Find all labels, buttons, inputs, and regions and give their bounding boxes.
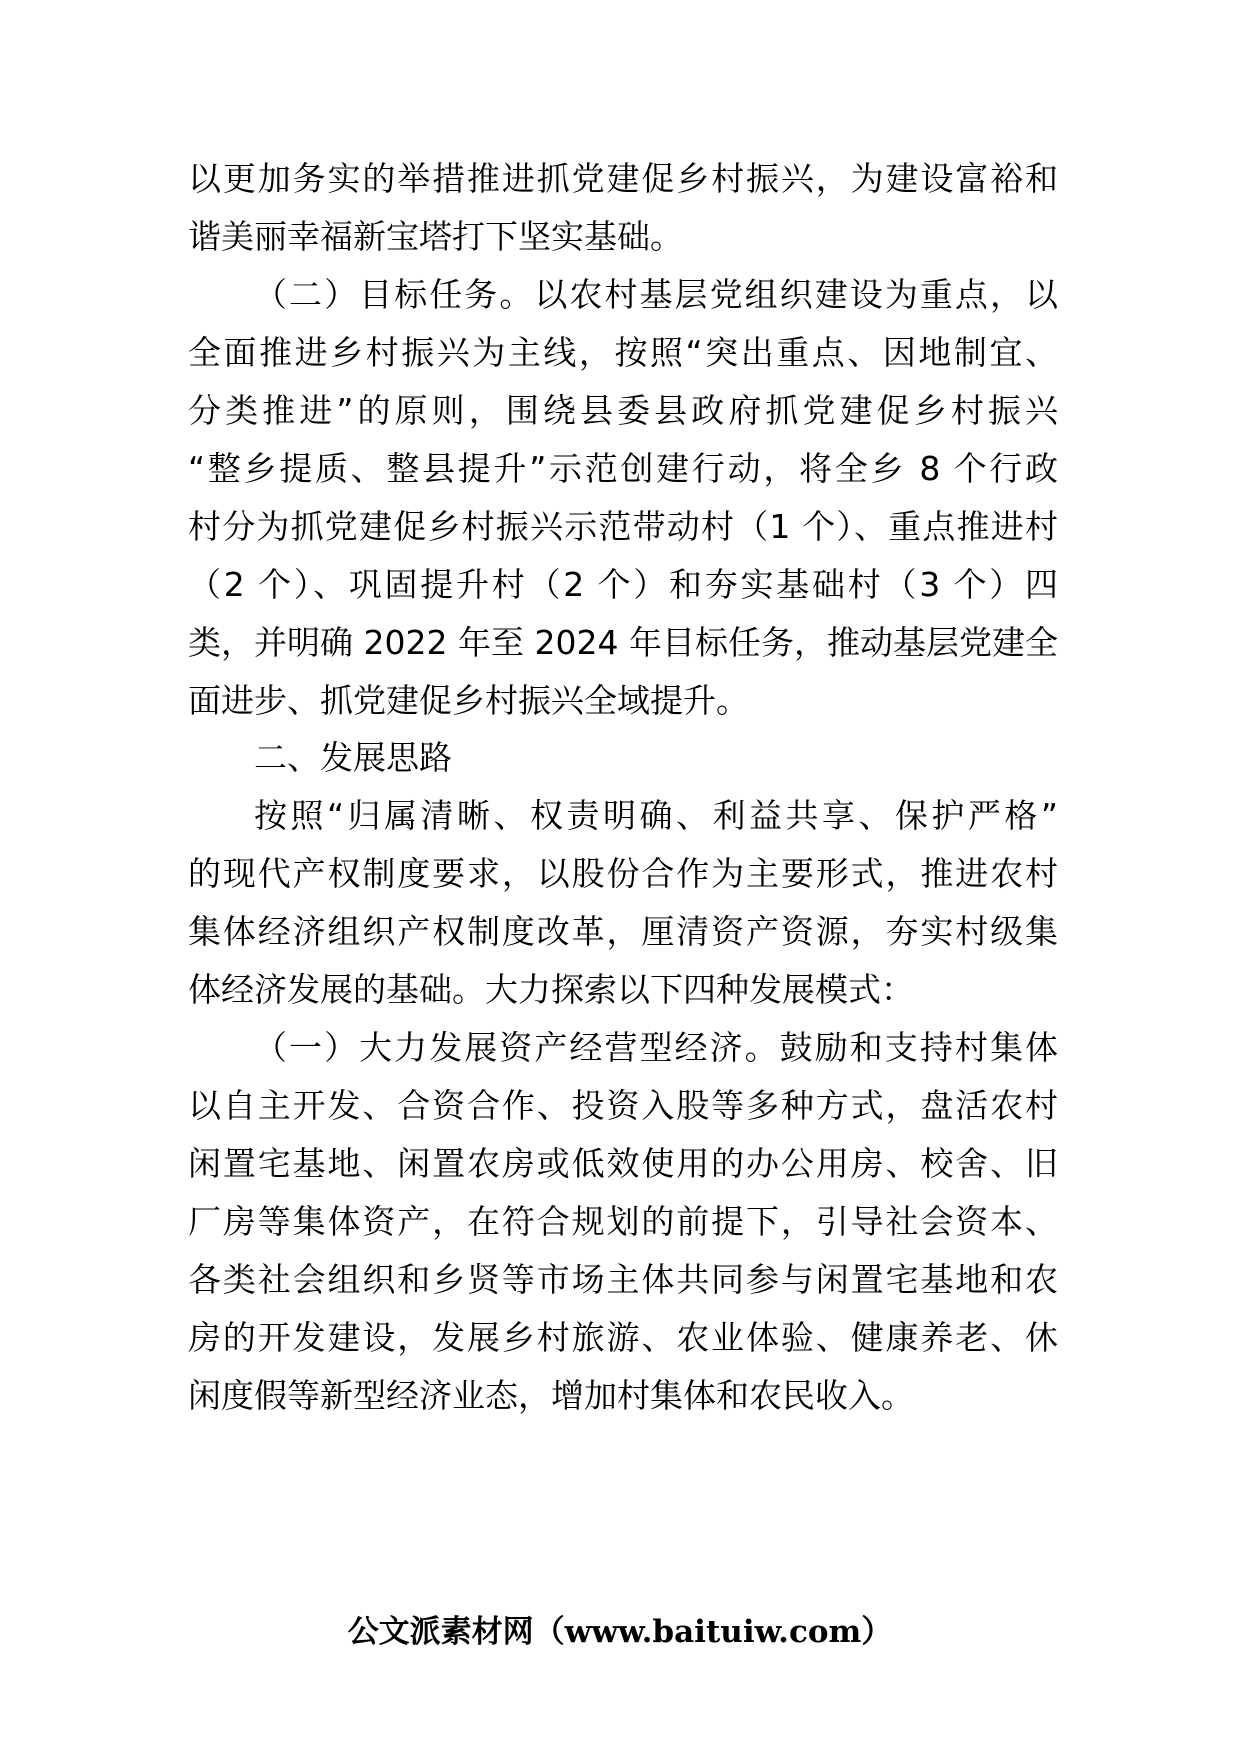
text-line-4: 全面推进乡村振兴为主线，按照“突出重点、因地制宜、 — [188, 333, 1058, 372]
text-line-21: 房的开发建设，发展乡村旅游、农业体验、健康养老、休 — [188, 1318, 1058, 1357]
text-line-9: 类，并明确 2022 年至 2024 年目标任务，推动基层党建全 — [188, 623, 1058, 662]
text-line-12: 按照“归属清晰、权责明确、利益共享、保护严格” — [254, 796, 1058, 835]
footer-watermark: 公文派素材网（www.baituiw.com） — [347, 1614, 893, 1650]
text-line-10: 面进步、抓党建促乡村振兴全域提升。 — [188, 681, 749, 720]
text-line-6: “整乡提质、整县提升”示范创建行动，将全乡 8 个行政 — [188, 449, 1058, 488]
text-line-8: （2 个）、巩固提升村（2 个）和夯实基础村（3 个）四 — [188, 565, 1058, 604]
text-line-18: 闲置宅基地、闲置农房或低效使用的办公用房、校舍、旧 — [188, 1144, 1058, 1183]
text-line-1: 以更加务实的举措推进抓党建促乡村振兴，为建设富裕和 — [188, 159, 1058, 198]
text-line-17: 以自主开发、合资合作、投资入股等多种方式，盘活农村 — [188, 1086, 1058, 1125]
text-line-16: （一）大力发展资产经营型经济。鼓励和支持村集体 — [254, 1028, 1058, 1067]
text-line-7: 村分为抓党建促乡村振兴示范带动村（1 个）、重点推进村 — [188, 507, 1058, 546]
text-line-2: 谐美丽幸福新宝塔打下坚实基础。 — [188, 217, 683, 256]
text-line-3: （二）目标任务。以农村基层党组织建设为重点，以 — [254, 275, 1058, 314]
text-line-19: 厂房等集体资产，在符合规划的前提下，引导社会资本、 — [188, 1202, 1058, 1241]
section-heading: 二、发展思路 — [254, 738, 452, 777]
text-line-20: 各类社会组织和乡贤等市场主体共同参与闲置宅基地和农 — [188, 1260, 1058, 1299]
text-line-22: 闲度假等新型经济业态，增加村集体和农民收入。 — [188, 1376, 914, 1415]
text-line-13: 的现代产权制度要求，以股份合作为主要形式，推进农村 — [188, 854, 1058, 893]
text-line-14: 集体经济组织产权制度改革，厘清资产资源，夯实村级集 — [188, 912, 1058, 951]
text-line-5: 分类推进”的原则，围绕县委县政府抓党建促乡村振兴 — [188, 391, 1058, 430]
text-line-15: 体经济发展的基础。大力探索以下四种发展模式： — [188, 970, 914, 1009]
